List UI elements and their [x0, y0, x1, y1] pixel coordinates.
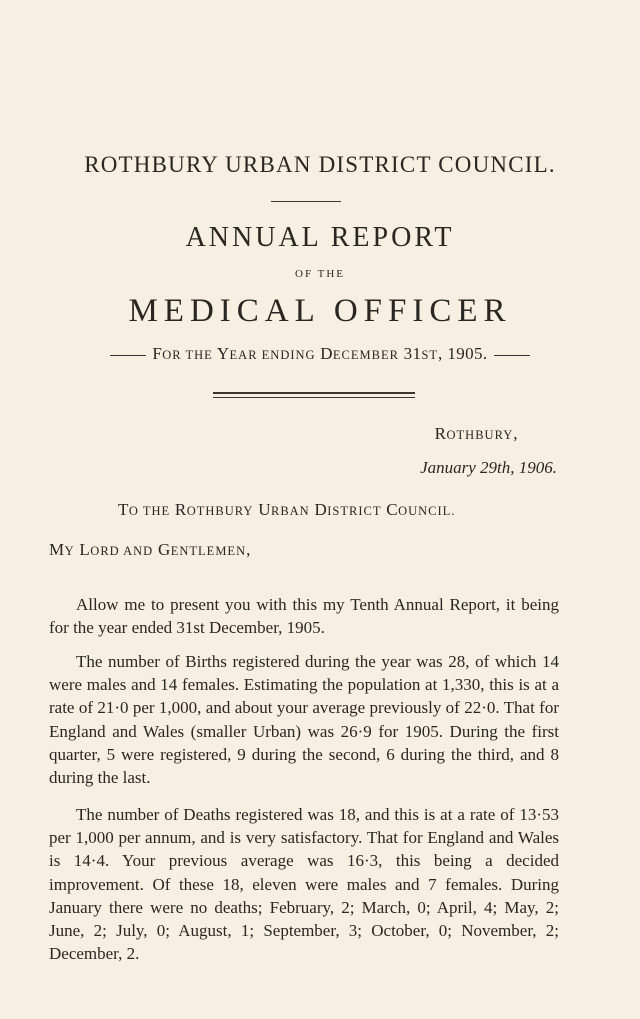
letter-date: January 29th, 1906. [420, 458, 557, 477]
year-ending-line: FOR THE YEAR ENDING DECEMBER 31ST, 1905. [0, 344, 640, 364]
short-rule-divider [271, 201, 341, 202]
paragraph-intro: Allow me to present you with this my Tenth Annual Report, it being for the year ended 31st December, 1905. [49, 595, 559, 638]
addressee-line: TO THE ROTHBURY URBAN DISTRICT COUNCIL. [118, 500, 456, 519]
medical-officer-title: MEDICAL OFFICER [128, 293, 512, 329]
salutation: MY LORD AND GENTLEMEN, [49, 540, 251, 559]
right-dash [494, 355, 530, 356]
report-title: ANNUAL REPORT [185, 222, 455, 253]
paragraph-deaths: The number of Deaths registered was 18, and this is at a rate of 13·53 per 1,000 per annum, and is very satisfactory. That for England and Wales is 14·4. Your previous average was 16·3, this being a decided improvement. Of these 18, eleven were males and 7 females. During January there were no deaths; February, 2; March, 0; April, 4; May, 2; June, 2; July, 0; August, 1; September, 3; October, 0; November, 2; December, 2. [49, 805, 559, 964]
council-heading: ROTHBURY URBAN DISTRICT COUNCIL. [84, 152, 556, 177]
place-line: ROTHBURY, [434, 424, 518, 443]
double-rule-divider [213, 392, 415, 398]
paragraph-births: The number of Births registered during the year was 28, of which 14 were males and 14 females. Estimating the population at 1,330, this is at a rate of 21·0 per 1,000, and about your average previously of 22·0. That for England and Wales (smaller Urban) was 26·9 for 1905. During the first quarter, 5 were registered, 9 during the second, 6 during the third, and 8 during the last. [49, 652, 559, 788]
of-the-label: OF THE [295, 268, 345, 280]
left-dash [110, 355, 146, 356]
